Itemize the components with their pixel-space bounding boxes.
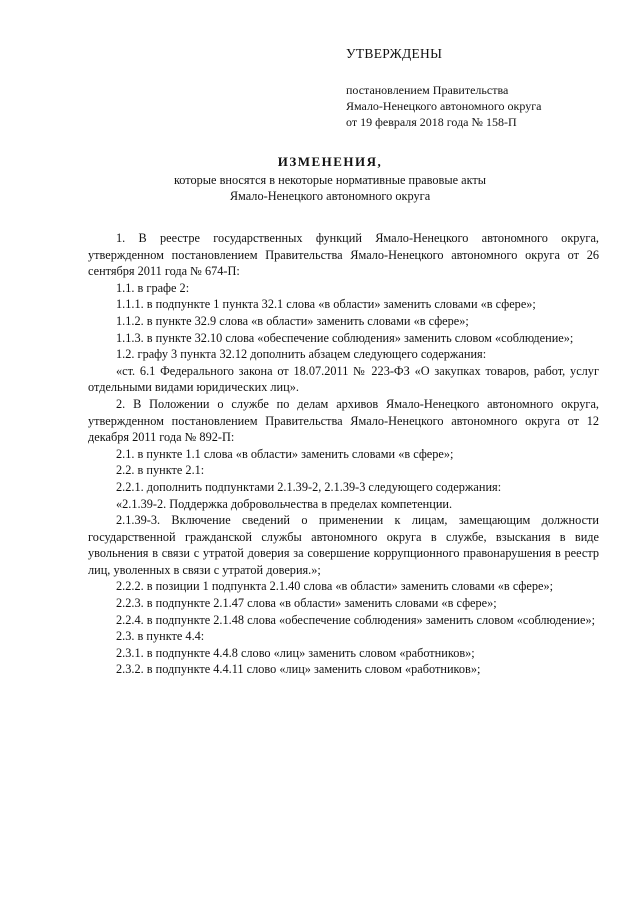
paragraph: «2.1.39-2. Поддержка добровольчества в пределах компетенции. xyxy=(116,496,453,511)
title-subtitle: Ямало-Ненецкого автономного округа xyxy=(229,189,431,203)
paragraph: 2.2.2. в позиции 1 подпункта 2.1.40 слова «в области» заменить словами «в сфере»; xyxy=(116,579,554,594)
document-title xyxy=(80,154,580,204)
paragraph: 1.1.1. в подпункте 1 пункта 32.1 слова «в области» заменить словами «в сфере»; xyxy=(116,297,536,312)
paragraph: 1.1.2. в пункте 32.9 слова «в области» заменить словами «в сфере»; xyxy=(116,313,469,328)
document-body xyxy=(88,230,599,678)
paragraph: «ст. 6.1 Федерального закона от 18.07.2011 № 223-ФЗ «О закупках товаров, работ, услуг отдельными видами юридических лиц». xyxy=(88,363,599,395)
approval-heading: УТВЕРЖДЕНЫ xyxy=(346,46,443,61)
paragraph: 2.2.3. в подпункте 2.1.47 слова «в области» заменить словами «в сфере»; xyxy=(116,596,497,611)
approval-line: от 19 февраля 2018 года № 158-П xyxy=(346,115,517,129)
paragraph: 1.1.3. в пункте 32.10 слова «обеспечение соблюдения» заменить словом «соблюдение»; xyxy=(116,330,574,345)
paragraph: 2.2.1. дополнить подпунктами 2.1.39-2, 2.1.39-3 следующего содержания: xyxy=(116,479,502,494)
paragraph: 2.2.4. в подпункте 2.1.48 слова «обеспечение соблюдения» заменить словом «соблюдение»; xyxy=(116,612,596,627)
paragraph: 2.3. в пункте 4.4: xyxy=(116,629,205,644)
paragraph: 1. В реестре государственных функций Ямало-Ненецкого автономного округа, утвержденном постановлением Правительства Ямало-Ненецкого автономного округа от 26 сентября 2011 года № 674-П: xyxy=(88,231,599,279)
paragraph: 1.1. в графе 2: xyxy=(116,280,190,295)
title-heading: ИЗМЕНЕНИЯ, xyxy=(277,154,383,169)
approval-line: постановлением Правительства xyxy=(346,83,509,97)
title-subtitle: которые вносятся в некоторые нормативные правовые акты xyxy=(173,173,487,187)
paragraph: 1.2. графу 3 пункта 32.12 дополнить абзацем следующего содержания: xyxy=(116,347,487,362)
paragraph: 2.1. в пункте 1.1 слова «в области» заменить словами «в сфере»; xyxy=(116,446,454,461)
paragraph: 2.2. в пункте 2.1: xyxy=(116,463,205,478)
paragraph: 2. В Положении о службе по делам архивов Ямало-Ненецкого автономного округа, утвержденном постановлением Правительства Ямало-Ненецкого автономного округа от 12 декабря 2011 года № 892-П: xyxy=(88,396,599,445)
paragraph: 2.3.1. в подпункте 4.4.8 слово «лиц» заменить словом «работников»; xyxy=(116,645,475,660)
approval-line: Ямало-Ненецкого автономного округа xyxy=(346,99,542,113)
paragraph: 2.1.39-3. Включение сведений о применении к лицам, замещающим должности государственной гражданской службы автономного округа в службе, взыскания в виде увольнения в связи с утратой доверия за совершение коррупционного правонарушения в реестр лиц, уволенных в связи с утратой доверия.»; xyxy=(88,513,599,577)
paragraph: 2.3.2. в подпункте 4.4.11 слово «лиц» заменить словом «работников»; xyxy=(116,662,481,677)
approval-stamp xyxy=(346,46,626,130)
